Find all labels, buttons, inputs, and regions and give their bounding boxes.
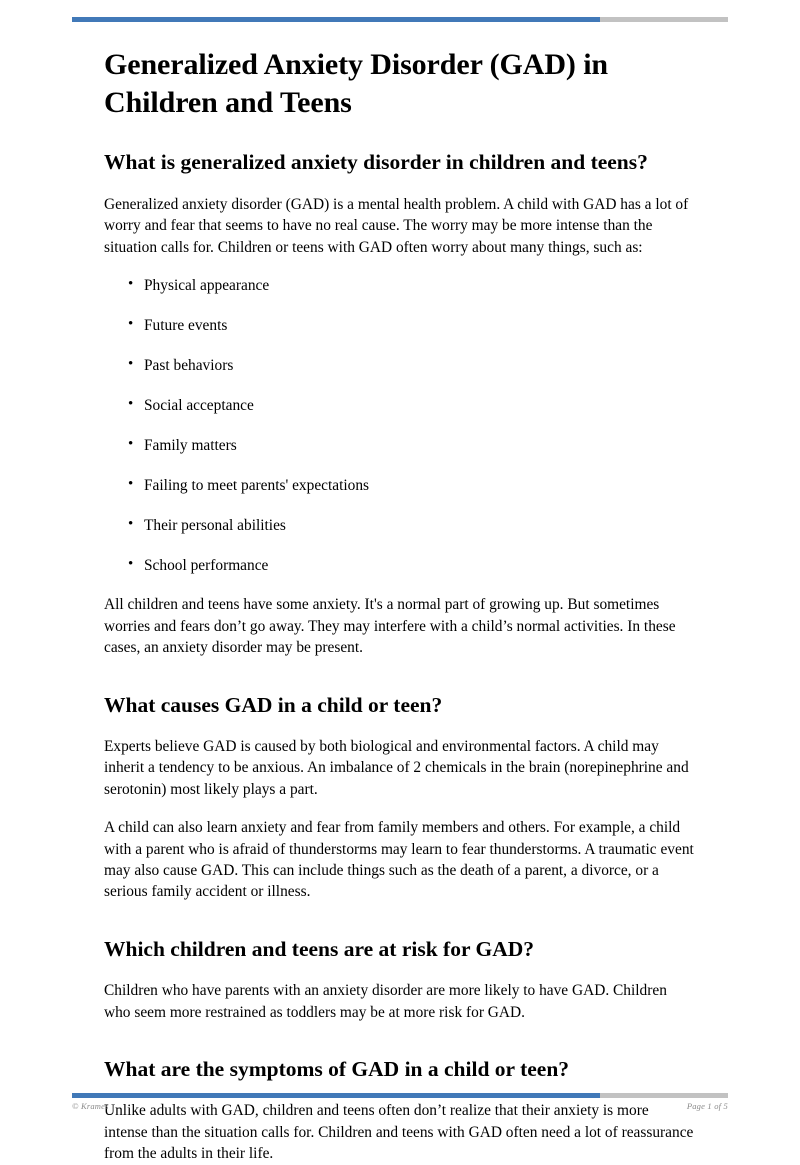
section-1-paragraph-1: Generalized anxiety disorder (GAD) is a mental health problem. A child with GAD has a lot of worry and fear that seems to have no real cause. The worry may be more intense than the situation calls for. Children or teens with GAD often worry about many things, such as: [104, 195, 689, 256]
spacer [104, 1040, 696, 1055]
list-item: • Future events [104, 315, 696, 336]
section-1-paragraph-2: All children and teens have some anxiety. It's a normal part of growing up. But sometimes worries and fears don’t go away. They may interfere with a child’s normal activities. In these cases, an anxiety disorder may be present. [104, 596, 676, 657]
section-heading-symptoms: What are the symptoms of GAD in a child or teen? [104, 1057, 570, 1082]
spacer [104, 920, 696, 935]
section-heading-what-causes-gad: What causes GAD in a child or teen? [104, 692, 443, 717]
document-body [104, 46, 696, 1165]
footer-copyright: © Krames [72, 1101, 109, 1111]
section-heading-what-is-gad: What is generalized anxiety disorder in children and teens? [104, 149, 648, 174]
page-title: Generalized Anxiety Disorder (GAD) in Children and Teens [104, 48, 609, 119]
header-rule [72, 17, 728, 22]
list-item: • School performance [104, 555, 696, 576]
footer-page-number: Page 1 of 5 [686, 1101, 728, 1111]
section-heading-who-is-at-risk: Which children and teens are at risk for GAD? [104, 936, 535, 961]
header-rule-accent [72, 17, 600, 22]
section-2-paragraph-1: Experts believe GAD is caused by both biological and environmental factors. A child may inherit a tendency to be anxious. An imbalance of 2 chemicals in the brain (norepinephrine and serotonin) most likely plays a part. [104, 738, 689, 798]
section-2-paragraph-2: A child can also learn anxiety and fear from family members and others. For example, a child with a parent who is afraid of thunderstorms may learn to fear thunderstorms. A traumatic event may also cause GAD. This can include things such as the death of a parent, a divorce, or a serious family accident or illness. [104, 819, 694, 901]
footer-rule-accent [72, 1093, 600, 1098]
list-item: • Failing to meet parents' expectations [104, 475, 696, 496]
section-4-paragraph-1: Unlike adults with GAD, children and teens often don’t realize that their anxiety is more intense than the situation calls for. Children and teens with GAD often need a lot of reassurance from the adults in their life. [104, 1102, 694, 1163]
worry-topics-list [104, 275, 696, 576]
spacer [104, 676, 696, 691]
footer-rule [72, 1093, 728, 1098]
list-item: • Physical appearance [104, 275, 696, 296]
list-item: • Their personal abilities [104, 515, 696, 536]
section-3-paragraph-1: Children who have parents with an anxiety disorder are more likely to have GAD. Children who seem more restrained as toddlers may be at more risk for GAD. [104, 982, 667, 1021]
list-item: • Family matters [104, 435, 696, 456]
list-item: • Past behaviors [104, 355, 696, 376]
list-item: • Social acceptance [104, 395, 696, 416]
